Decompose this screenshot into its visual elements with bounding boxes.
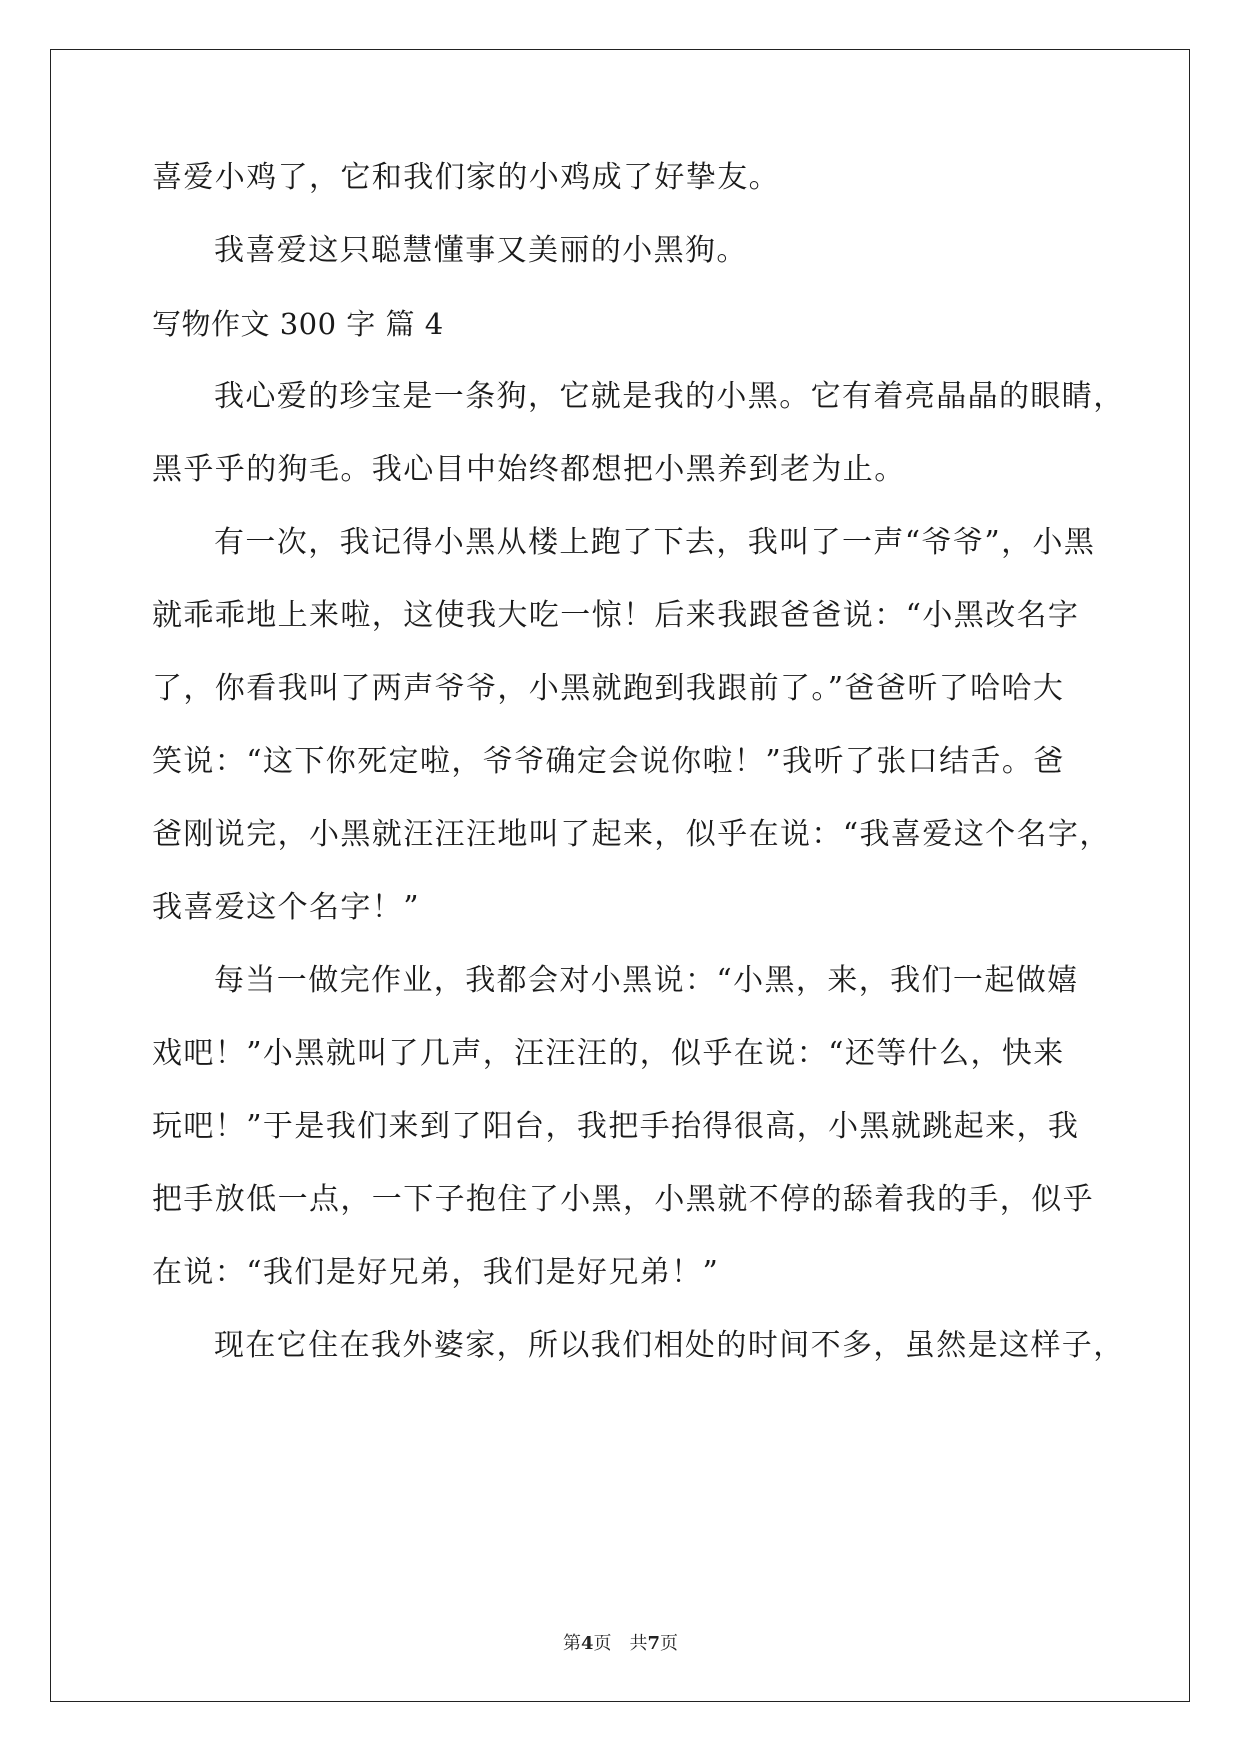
page-border <box>50 49 1190 1702</box>
text-line: 把手放低一点，一下子抱住了小黑，小黑就不停的舔着我的手，似乎 <box>152 1182 1094 1217</box>
text-line: 戏吧！”小黑就叫了几声，汪汪汪的，似乎在说：“还等什么，快来 <box>152 1036 1065 1071</box>
page-prefix: 第 <box>562 1633 581 1654</box>
text-line: 我心爱的珍宝是一条狗，它就是我的小黑。它有着亮晶晶的眼睛， <box>214 379 1125 414</box>
text-line: 就乖乖地上来啦，这使我大吃一惊！后来我跟爸爸说：“小黑改名字 <box>152 598 1080 633</box>
text-line: 每当一做完作业，我都会对小黑说：“小黑，来，我们一起做嬉 <box>214 963 1079 998</box>
text-line: 在说：“我们是好兄弟，我们是好兄弟！” <box>152 1255 720 1290</box>
text-line: 了，你看我叫了两声爷爷，小黑就跑到我跟前了。”爸爸听了哈哈大 <box>152 671 1065 706</box>
total-unit: 页 <box>660 1633 679 1654</box>
page-number: 4 <box>580 1633 594 1654</box>
text-line: 我喜爱这个名字！” <box>152 890 420 925</box>
text-line: 玩吧！”于是我们来到了阳台，我把手抬得很高，小黑就跳起来，我 <box>152 1109 1080 1144</box>
text-line: 我喜爱这只聪慧懂事又美丽的小黑狗。 <box>214 233 748 268</box>
total-prefix: 共 <box>629 1633 648 1654</box>
page-unit: 页 <box>593 1633 612 1654</box>
text-line: 现在它住在我外婆家，所以我们相处的时间不多，虽然是这样子， <box>214 1328 1125 1363</box>
page-footer <box>0 1633 1241 1655</box>
text-line: 喜爱小鸡了，它和我们家的小鸡成了好挚友。 <box>152 160 780 195</box>
text-line: 黑乎乎的狗毛。我心目中始终都想把小黑养到老为止。 <box>152 452 906 487</box>
text-line: 有一次，我记得小黑从楼上跑了下去，我叫了一声“爷爷”，小黑 <box>214 525 1096 560</box>
total-pages: 7 <box>647 1633 661 1654</box>
text-line: 笑说：“这下你死定啦，爷爷确定会说你啦！”我听了张口结舌。爸 <box>152 744 1065 779</box>
text-line: 爸刚说完，小黑就汪汪汪地叫了起来，似乎在说：“我喜爱这个名字， <box>152 817 1111 852</box>
section-heading: 写物作文 300 字 篇 4 <box>152 307 444 341</box>
